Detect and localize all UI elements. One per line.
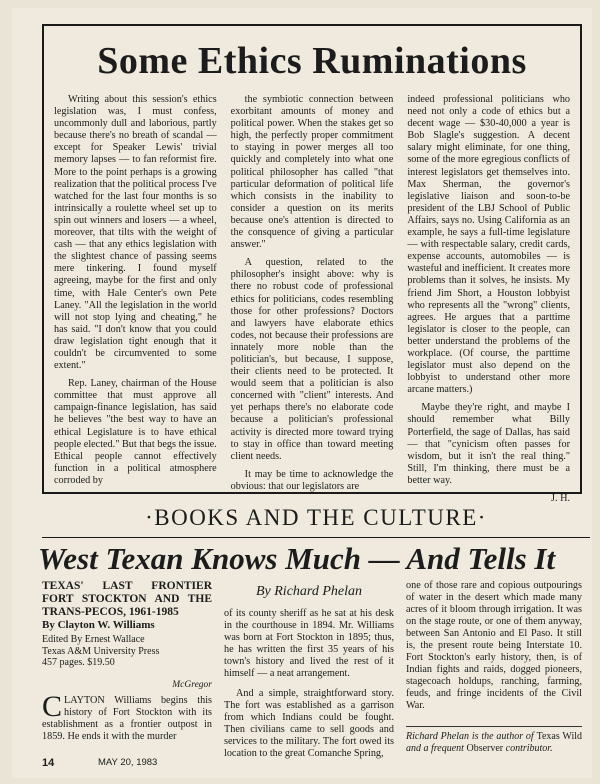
paragraph: It may be time to acknowledge the obvious: that our legislators are (230, 468, 394, 492)
editorial-column-1 (54, 94, 217, 511)
book-author: By Clayton W. Williams (42, 619, 155, 631)
editorial-columns (54, 94, 570, 511)
paragraph: Writing about this session's ethics legislation was, I must confess, uncommonly dull and laborious, partly because there's no breath of scandal — except for Speaker Lewis' trivial memory lapses — to fan reformist fire. More to the point perhaps is a growing realization that the political process I've watched for the last four months is so intrinsically a roulette wheel set up to spin out winners and losers — a wheel, moreover, that tilts with the weight of cash — that any ethics legislation with the slightest chance of passing seems mere tinkering. I found myself agreeing, maybe for the first and only time, with Hale Center's own Pete Laney. "All the legislation in the world will not stop lying and cheating," he has said. "I don't know that you could draw legislation tight enough that it couldn't be circumvented to some extent." (54, 94, 217, 372)
paragraph: Rep. Laney, chairman of the House committee that must approve all campaign-finance legislation, has said he believes "the best way to have an ethical Legislature is to have ethical people elected." But that begs the issue. Ethical people cannot effectively function in a political atmosphere corroded by (54, 378, 217, 486)
book-editor: Edited By Ernest Wallace (42, 634, 145, 645)
author-bio (406, 726, 582, 754)
ethics-editorial-box (42, 24, 582, 504)
editorial-title: Some Ethics Ruminations (97, 40, 527, 82)
paragraph: A question, related to the philosopher's insight above: why is there no robust code of professional ethics for politicians, codes resembling those for other professions? Doctors and lawyers have elaborate ethics codes, not because their professions are innately more noble than the politician's, but because, I suppose, their clients need to be protected. It would seem that a politician is also concerned with "client" interests. And yet perhaps there's no elaborate code because a politician's professional activity is directed more toward trying to stay in office than toward meeting client needs. (230, 257, 394, 462)
page-number: 14 (42, 757, 55, 769)
editorial-column-2 (231, 94, 394, 511)
bio-magazine: Observer (466, 742, 504, 754)
bio-book-title: Texas Wild (536, 731, 582, 742)
editorial-column-3 (407, 94, 570, 511)
paragraph: indeed professional politicians who need not only a code of ethics but a decent wage — $30-40,000 a year is Bob Slagle's suggestion. A decent salary might eliminate, for one thing, some of the more egregious conflicts of interest legislators get themselves into. Max Sherman, the governor's legislative liaison and soon-to-be president of the LBJ School of Public Affairs, says no. Using California as an example, he says a full-time legislature — with respectable salary, credit cards, expense accounts, automobiles — is wasteful and inefficient. It creates more problems than it solves, he insists. My friend Jim Short, a Houston lobbyist who represents all the "wrong" clients, agrees. He argues that a parttime legislator is closer to the people, can better understand the problems of the workplace. (Of course, the parttime legislator must also depend on the lobbyist to understand other more arcane matters.) (407, 94, 571, 396)
paragraph: one of those rare and copious outpourings of water in the desert which made many acres of it bloom through irrigation. It was on the stage route, or one of them anyway, between San Antonio and El Paso. It still is, the present route being Interstate 10. Fort Stockton's early history, then, is of Indian fights and raids, dogged pioneers, stagecoach holdups, ranching, farming, feuds, and fringe incidents of the Civil War. (406, 580, 582, 711)
book-pages-price: 457 pages. $19.50 (42, 657, 115, 668)
book-publisher: Texas A&M University Press (42, 645, 160, 657)
bio-text: Richard Phelan is the author of (406, 731, 534, 742)
section-banner: ·BOOKS AND THE CULTURE· (42, 498, 590, 538)
paragraph: And a simple, straightforward story. The fort was established as a garrison from which Indians could be fought. Then civilians came to sell goods and services to the military. The fort owed its location to the great Comanche Spring, (224, 688, 394, 759)
review-opening-paragraph: CLAYTON Williams begins this history of Fort Stockton with its establishment as a frontier outpost in 1859. He ends it with the murder (42, 689, 212, 742)
editorial-signature: J. H. (551, 493, 571, 504)
review-column-1 (42, 580, 212, 743)
bio-text: and a frequent (406, 742, 464, 754)
review-headline: West Texan Knows Much — And Tells It (38, 541, 556, 576)
paragraph: the symbiotic connection between exorbitant amounts of money and political power. When the stakes get so high, the perfectly proper commitment to staying in power merges all too quickly and completely into what one political philosopher has called "that particular deformation of political life which consists in the inability to consider a question on its merits because one's attention is directed to the consquence of giving a particular answer." (230, 94, 394, 251)
issue-date: MAY 20, 1983 (98, 757, 158, 768)
paragraph: Maybe they're right, and maybe I should remember what Billy Porterfield, the sage of Dallas, has said — that "cynicism often passes for wisdom, but it isn't the real thing." Still, I'm thinking, there must be a better way. (407, 402, 571, 486)
review-column-3 (406, 580, 582, 754)
review-column-2 (224, 580, 394, 760)
illustration-credit: McGregor (172, 679, 212, 690)
paragraph: of its county sheriff as he sat at his desk in the courthouse in 1894. Mr. Williams was born at Fort Stockton in 1895; thus, he has written the first 35 years of his town's history and lived the rest of it himself — a neat arrangement. (224, 608, 394, 679)
review-byline: By Richard Phelan (255, 584, 362, 599)
page-footer (42, 756, 590, 770)
bio-text: contributor. (505, 742, 553, 754)
book-title: TEXAS' LAST FRONTIER FORT STOCKTON AND THE TRANS-PECOS, 1961-1985 (42, 580, 212, 618)
book-review (42, 580, 590, 759)
magazine-page (12, 8, 592, 778)
